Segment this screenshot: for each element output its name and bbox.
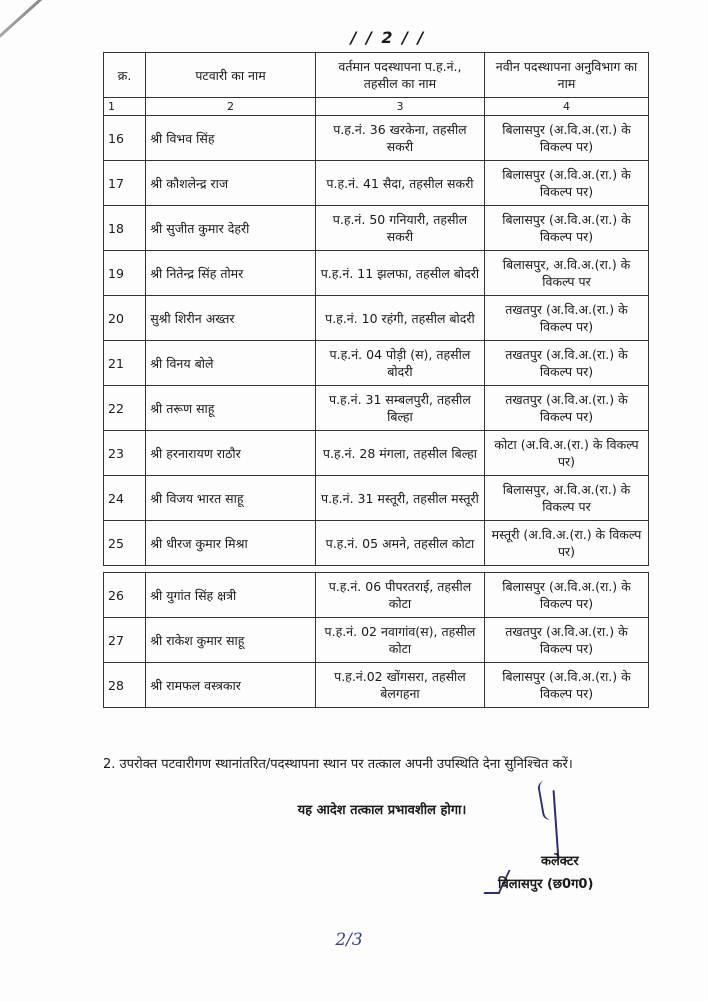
new-posting-cell: बिलासपुर, अ.वि.अ.(रा.) के विकल्प पर	[485, 476, 649, 521]
page-break-cell	[104, 566, 649, 573]
table-header-row	[104, 53, 649, 98]
handwritten-page-number: 2/3	[335, 930, 363, 950]
name-cell: श्री युगांत सिंह क्षत्री	[146, 573, 316, 618]
header-name: पटवारी का नाम	[146, 53, 316, 98]
name-cell: श्री धीरज कुमार मिश्रा	[146, 521, 316, 566]
serial-cell: 22	[104, 386, 146, 431]
table-row	[104, 251, 649, 296]
new-posting-cell: बिलासपुर (अ.वि.अ.(रा.) के विकल्प पर)	[485, 573, 649, 618]
name-cell: सुश्री शिरीन अख्तर	[146, 296, 316, 341]
current-posting-cell: प.ह.नं. 05 अमने, तहसील कोटा	[315, 521, 484, 566]
table-row	[104, 521, 649, 566]
table-row	[104, 161, 649, 206]
table-row	[104, 573, 649, 618]
table-row	[104, 116, 649, 161]
current-posting-cell: प.ह.नं. 10 रहंगी, तहसील बोदरी	[315, 296, 484, 341]
current-posting-cell: प.ह.नं. 04 पोड़ी (स), तहसील बोदरी	[315, 341, 484, 386]
new-posting-cell: बिलासपुर (अ.वि.अ.(रा.) के विकल्प पर)	[485, 116, 649, 161]
serial-cell: 18	[104, 206, 146, 251]
instruction-paragraph: 2. उपरोक्त पटवारीगण स्थानांतरित/पदस्थापना स्थान पर तत्काल अपनी उपस्थिति देना सुनिश्चित करें।	[103, 757, 573, 772]
name-cell: श्री रामफल वस्त्रकार	[146, 663, 316, 708]
table-row	[104, 618, 649, 663]
header-serial: क्र.	[104, 53, 146, 98]
name-cell: श्री विजय भारत साहू	[146, 476, 316, 521]
current-posting-cell: प.ह.नं. 36 खरकेना, तहसील सकरी	[315, 116, 484, 161]
name-cell: श्री कौशलेन्द्र राज	[146, 161, 316, 206]
serial-cell: 25	[104, 521, 146, 566]
current-posting-cell: प.ह.नं.02 खोंगसरा, तहसील बेलगहना	[315, 663, 484, 708]
new-posting-cell: तखतपुर (अ.वि.अ.(रा.) के विकल्प पर)	[485, 341, 649, 386]
serial-cell: 19	[104, 251, 146, 296]
serial-cell: 23	[104, 431, 146, 476]
current-posting-cell: प.ह.नं. 41 सैदा, तहसील सकरी	[315, 161, 484, 206]
new-posting-cell: तखतपुर (अ.वि.अ.(रा.) के विकल्प पर)	[485, 618, 649, 663]
name-cell: श्री हरनारायण राठौर	[146, 431, 316, 476]
name-cell: श्री सुजीत कुमार देहरी	[146, 206, 316, 251]
serial-cell: 27	[104, 618, 146, 663]
current-posting-cell: प.ह.नं. 28 मंगला, तहसील बिल्हा	[315, 431, 484, 476]
current-posting-cell: प.ह.नं. 02 नवागांव(स), तहसील कोटा	[315, 618, 484, 663]
table-row	[104, 206, 649, 251]
current-posting-cell: प.ह.नं. 31 सम्बलपुरी, तहसील बिल्हा	[315, 386, 484, 431]
new-posting-cell: बिलासपुर (अ.वि.अ.(रा.) के विकल्प पर)	[485, 663, 649, 708]
new-posting-cell: तखतपुर (अ.वि.अ.(रा.) के विकल्प पर)	[485, 296, 649, 341]
serial-cell: 24	[104, 476, 146, 521]
serial-cell: 16	[104, 116, 146, 161]
name-cell: श्री नितेन्द्र सिंह तोमर	[146, 251, 316, 296]
serial-cell: 28	[104, 663, 146, 708]
new-posting-cell: बिलासपुर (अ.वि.अ.(रा.) के विकल्प पर)	[485, 161, 649, 206]
table-row	[104, 386, 649, 431]
header-new-posting: नवीन पदस्थापना अनुविभाग का नाम	[485, 53, 649, 98]
column-number: 3	[315, 98, 484, 116]
current-posting-cell: प.ह.नं. 11 झलफा, तहसील बोदरी	[315, 251, 484, 296]
table-row	[104, 341, 649, 386]
serial-cell: 26	[104, 573, 146, 618]
current-posting-cell: प.ह.नं. 31 मस्तूरी, तहसील मस्तूरी	[315, 476, 484, 521]
serial-cell: 17	[104, 161, 146, 206]
column-number: 4	[485, 98, 649, 116]
page-marker: / / 2 / /	[350, 28, 426, 47]
serial-cell: 20	[104, 296, 146, 341]
new-posting-cell: कोटा (अ.वि.अ.(रा.) के विकल्प पर)	[485, 431, 649, 476]
name-cell: श्री विनय बोले	[146, 341, 316, 386]
table-row	[104, 431, 649, 476]
serial-cell: 21	[104, 341, 146, 386]
new-posting-cell: मस्तूरी (अ.वि.अ.(रा.) के विकल्प पर)	[485, 521, 649, 566]
order-effective-line: यह आदेश तत्काल प्रभावशील होगा।	[297, 803, 467, 818]
name-cell: श्री राकेश कुमार साहू	[146, 618, 316, 663]
signatory-designation: कलेक्टर	[541, 854, 579, 869]
current-posting-cell: प.ह.नं. 50 गनियारी, तहसील सकरी	[315, 206, 484, 251]
current-posting-cell: प.ह.नं. 06 पीपरतराई, तहसील कोटा	[315, 573, 484, 618]
header-current-posting: वर्तमान पदस्थापना प.ह.नं., तहसील का नाम	[315, 53, 484, 98]
patwari-transfer-table	[103, 52, 649, 708]
new-posting-cell: बिलासपुर (अ.वि.अ.(रा.) के विकल्प पर)	[485, 206, 649, 251]
new-posting-cell: बिलासपुर, अ.वि.अ.(रा.) के विकल्प पर	[485, 251, 649, 296]
new-posting-cell: तखतपुर (अ.वि.अ.(रा.) के विकल्प पर)	[485, 386, 649, 431]
name-cell: श्री तरूण साहू	[146, 386, 316, 431]
column-number: 1	[104, 98, 146, 116]
column-number-row	[104, 98, 649, 116]
column-number: 2	[146, 98, 316, 116]
signatory-place: बिलासपुर (छ0ग0)	[498, 877, 594, 892]
table-row	[104, 476, 649, 521]
page-break-gap	[104, 566, 649, 573]
table-row	[104, 663, 649, 708]
table-row	[104, 296, 649, 341]
name-cell: श्री विभव सिंह	[146, 116, 316, 161]
